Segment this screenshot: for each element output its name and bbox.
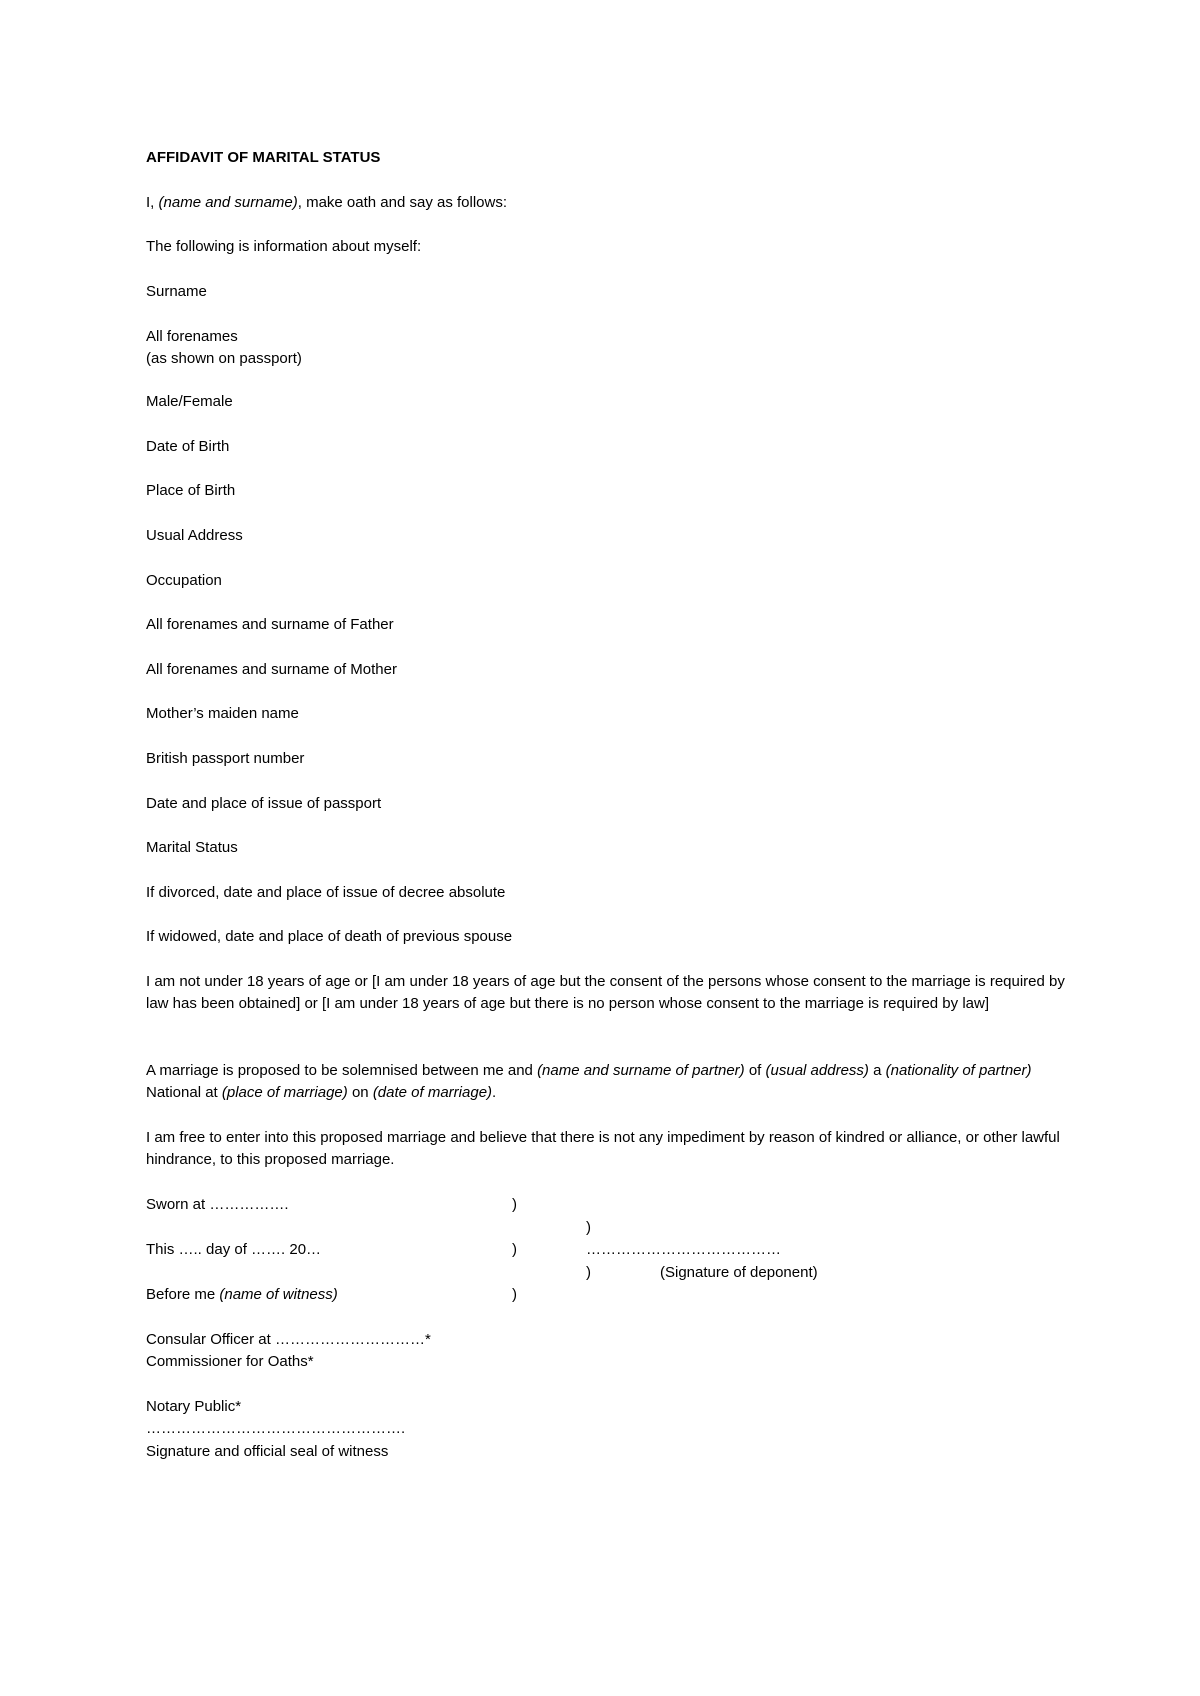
field-widowed: If widowed, date and place of death of previous spouse <box>146 928 513 945</box>
place-placeholder: (place of marriage) <box>221 1084 348 1101</box>
bracket-2: ) <box>586 1219 591 1236</box>
field-surname: Surname <box>146 283 207 300</box>
marriage-statement <box>146 1060 1066 1104</box>
bracket-5: ) <box>512 1286 517 1303</box>
date-placeholder: (date of marriage) <box>372 1084 493 1101</box>
witness-signature-label: Signature and official seal of witness <box>146 1443 389 1460</box>
marriage-text-5: on <box>347 1084 373 1101</box>
field-passport-issue: Date and place of issue of passport <box>146 795 382 812</box>
info-heading: The following is information about myself: <box>146 238 422 255</box>
usual-address-placeholder: (usual address) <box>765 1062 869 1079</box>
witness-placeholder: (name of witness) <box>219 1286 338 1303</box>
free-statement: I am free to enter into this proposed marriage and believe that there is not any impediment by reason of kindred or alliance, or other lawful hindrance, to this proposed marriage. <box>146 1129 1060 1168</box>
marriage-text-6: . <box>492 1084 497 1101</box>
deponent-signature-label: (Signature of deponent) <box>660 1264 818 1281</box>
partner-name-placeholder: (name and surname of partner) <box>537 1062 745 1079</box>
field-mother: All forenames and surname of Mother <box>146 661 397 678</box>
before-me-text: Before me <box>146 1286 220 1303</box>
field-marital-status: Marital Status <box>146 839 238 856</box>
field-address: Usual Address <box>146 527 243 544</box>
marriage-text-3: a <box>868 1062 886 1079</box>
notary-public: Notary Public* <box>146 1398 242 1415</box>
field-divorced: If divorced, date and place of issue of decree absolute <box>146 884 506 901</box>
this-day: This ….. day of ……. 20… <box>146 1241 322 1258</box>
deponent-signature-line: ………………………………… <box>586 1241 781 1258</box>
field-passport-number: British passport number <box>146 750 305 767</box>
sworn-at: Sworn at ……………. <box>146 1196 289 1213</box>
bracket-4: ) <box>586 1264 591 1281</box>
intro-prefix: I, <box>146 194 159 211</box>
name-placeholder: (name and surname) <box>158 194 298 211</box>
field-maiden-name: Mother’s maiden name <box>146 705 299 722</box>
field-dob: Date of Birth <box>146 438 230 455</box>
field-sex: Male/Female <box>146 393 233 410</box>
field-forenames-note: (as shown on passport) <box>146 350 302 367</box>
marriage-text-2: of <box>744 1062 766 1079</box>
field-pob: Place of Birth <box>146 482 236 499</box>
commissioner-for-oaths: Commissioner for Oaths* <box>146 1353 314 1370</box>
age-statement: I am not under 18 years of age or [I am under 18 years of age but the consent of the persons whose consent to the marriage is required by law has been obtained] or [I am under 18 years of age but there is no person whose consent to the marriage is required by law] <box>146 973 1065 1012</box>
intro-line <box>146 192 507 214</box>
document-title: AFFIDAVIT OF MARITAL STATUS <box>146 149 381 166</box>
witness-signature-line: ……………………………………………. <box>146 1420 406 1437</box>
field-occupation: Occupation <box>146 572 222 589</box>
before-me <box>146 1284 338 1306</box>
consular-officer: Consular Officer at …………………………* <box>146 1331 431 1348</box>
marriage-text-4: National at <box>146 1084 222 1101</box>
marriage-text-1: A marriage is proposed to be solemnised between me and <box>146 1062 538 1079</box>
nationality-placeholder: (nationality of partner) <box>885 1062 1032 1079</box>
bracket-3: ) <box>512 1241 517 1258</box>
bracket-1: ) <box>512 1196 517 1213</box>
field-father: All forenames and surname of Father <box>146 616 394 633</box>
intro-suffix: , make oath and say as follows: <box>297 194 508 211</box>
field-forenames: All forenames <box>146 328 238 345</box>
